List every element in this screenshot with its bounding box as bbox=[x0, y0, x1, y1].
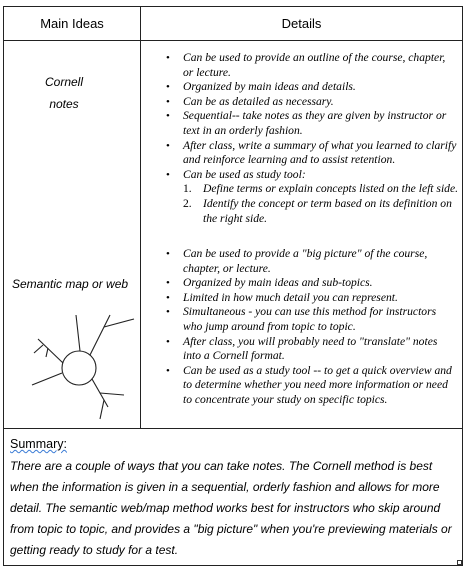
summary-title-text: Summary: bbox=[10, 437, 67, 451]
study-tool-text: Can be used as study tool: bbox=[183, 167, 306, 181]
sub-item-text: Define terms or explain concepts listed on the left side. bbox=[203, 182, 459, 196]
cornell-label-line1: Cornell bbox=[44, 75, 83, 89]
web-center-circle bbox=[62, 351, 96, 385]
cornell-details-list bbox=[141, 51, 458, 226]
sub-item-text: Identify the concept or term based on its definition on the right side. bbox=[203, 196, 452, 225]
header-main-ideas: Main Ideas bbox=[4, 7, 141, 41]
list-item: • Simultaneous - you can use this method for instructors who jump around from topic to topic. bbox=[141, 305, 458, 334]
list-item: • Limited in how much detail you can represent. bbox=[141, 291, 458, 306]
summary-section bbox=[4, 428, 462, 565]
study-tool-sublist bbox=[141, 182, 458, 226]
list-item: • Sequential-- take notes as they are given by instructor or text in an orderly fashion. bbox=[141, 109, 458, 138]
list-item: • Organized by main ideas and details. bbox=[141, 80, 458, 95]
details-column bbox=[141, 41, 462, 428]
list-item: • Can be as detailed as necessary. bbox=[141, 95, 458, 110]
list-item: • Can be used as a study tool -- to get a quick overview and to determine whether you need more information or need to concentrate your study on specific topics. bbox=[141, 364, 458, 408]
sub-item bbox=[161, 182, 458, 197]
summary-text: There are a couple of ways that you can take notes. The Cornell method is best when the information is given in a sequential, orderly fashion and allows for more detail. The semantic web/map method works best for instructors who skip around from topic to topic, and provides a "big picture" when you're previewing materials or getting ready to study for a test. bbox=[10, 459, 452, 557]
semantic-map-label: Semantic map or web bbox=[12, 277, 129, 291]
summary-title bbox=[10, 437, 67, 451]
list-item: • Can be used to provide a "big picture" of the course, chapter, or lecture. bbox=[141, 247, 458, 276]
list-item: • Can be used to provide an outline of the course, chapter, or lecture. bbox=[141, 51, 458, 80]
cornell-label-line2: notes bbox=[49, 97, 79, 111]
sub-item-number: 1. bbox=[183, 182, 192, 196]
sub-item bbox=[161, 197, 458, 226]
notes-table bbox=[3, 6, 463, 566]
header-details: Details bbox=[141, 7, 462, 41]
list-item: • After class, you will probably need to "translate" notes into a Cornell format. bbox=[141, 335, 458, 364]
list-item bbox=[141, 168, 458, 226]
main-ideas-column bbox=[4, 41, 141, 428]
semantic-web-diagram bbox=[4, 303, 141, 433]
semantic-details-list bbox=[141, 247, 458, 408]
cornell-notes-label bbox=[4, 71, 124, 115]
resize-handle[interactable] bbox=[457, 560, 462, 565]
list-item: • Organized by main ideas and sub-topics. bbox=[141, 276, 458, 291]
sub-item-number: 2. bbox=[183, 196, 192, 210]
list-item: • After class, write a summary of what you learned to clarify and reinforce learning and to assist retention. bbox=[141, 139, 458, 168]
